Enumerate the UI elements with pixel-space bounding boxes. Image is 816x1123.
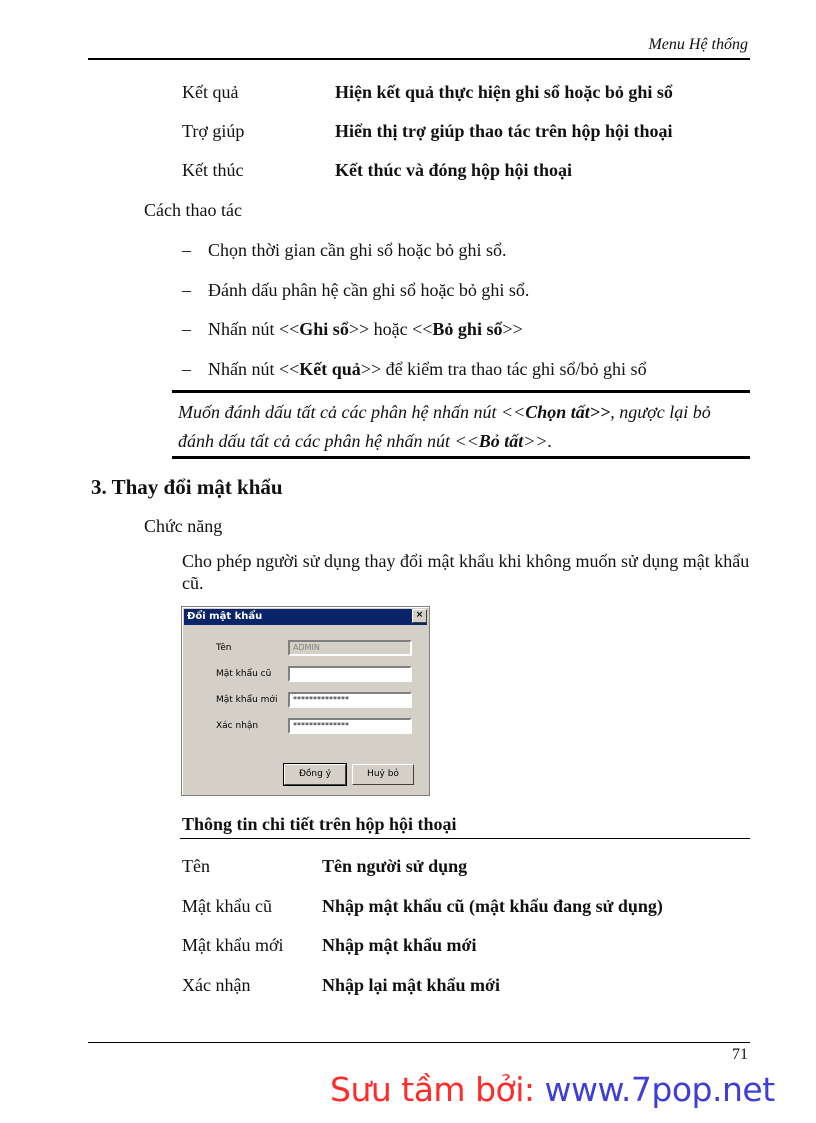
section-subheading: Chức năng: [144, 516, 223, 536]
details-title: Thông tin chi tiết trên hộp hội thoại: [182, 814, 457, 834]
row-label: Tên: [182, 856, 210, 876]
header-rule: [88, 58, 750, 60]
dash-bullet: –: [182, 319, 191, 339]
dash-bullet: –: [182, 240, 191, 260]
text-part: >> để kiểm tra thao tác ghi sổ/bỏ ghi sổ: [360, 359, 647, 379]
old-password-field[interactable]: [288, 666, 412, 682]
row-label: Kết quả: [182, 82, 239, 102]
row-label: Mật khẩu cũ: [182, 896, 272, 916]
note-text: Muốn đánh dấu tất cả các phân hệ nhấn nút <<: [178, 402, 526, 422]
watermark-link[interactable]: www.7pop.net: [544, 1070, 775, 1109]
ok-button[interactable]: Đồng ý: [284, 764, 346, 785]
note-bold: Bỏ tất: [478, 431, 524, 451]
dash-bullet: –: [182, 280, 191, 300]
step-text: Chọn thời gian cần ghi sổ hoặc bỏ ghi sổ.: [208, 240, 507, 260]
step-item: [182, 359, 647, 380]
row-value: Hiển thị trợ giúp thao tác trên hộp hội thoại: [335, 121, 673, 141]
text-part: Nhấn nút <<: [208, 359, 300, 379]
watermark-text: Sưu tầm bởi:: [330, 1070, 545, 1109]
confirm-field[interactable]: **************: [288, 718, 412, 734]
section-description: Cho phép người sử dụng thay đổi mật khẩu khi không muốn sử dụng mật khẩu cũ.: [182, 551, 750, 593]
running-header: Menu Hệ thống: [648, 36, 748, 53]
confirm-label: Xác nhận: [216, 721, 259, 731]
name-field[interactable]: ADMIN: [288, 640, 412, 656]
row-value: Nhập lại mật khẩu mới: [322, 975, 501, 995]
note-bold: Chọn tất>>: [525, 402, 611, 422]
text-bold: Bỏ ghi sổ: [432, 319, 503, 339]
text-part: >>: [502, 319, 523, 339]
step-item: [182, 280, 530, 301]
new-password-field[interactable]: **************: [288, 692, 412, 708]
text-part: Nhấn nút <<: [208, 319, 300, 339]
text-bold: Kết quả: [299, 359, 361, 379]
close-icon[interactable]: ×: [412, 609, 427, 623]
row-label: Trợ giúp: [182, 121, 245, 141]
row-value: Tên người sử dụng: [322, 856, 468, 876]
old-password-label: Mật khẩu cũ: [216, 669, 272, 679]
new-password-label: Mật khẩu mới: [216, 695, 278, 705]
section-title: 3. Thay đổi mật khẩu: [91, 475, 283, 499]
steps-heading: Cách thao tác: [144, 200, 242, 220]
note-box: [178, 398, 750, 456]
row-value: Hiện kết quả thực hiện ghi sổ hoặc bỏ ghi sổ: [335, 82, 673, 102]
note-rule-top: [172, 390, 750, 393]
page-number: 71: [732, 1046, 748, 1063]
footer-rule: [88, 1042, 750, 1043]
step-text: [208, 319, 523, 340]
row-label: Kết thúc: [182, 160, 244, 180]
details-rule: [180, 838, 750, 839]
name-label: Tên: [216, 643, 232, 653]
note-rule-bottom: [172, 456, 750, 459]
step-item: [182, 240, 507, 261]
step-text: [208, 359, 647, 380]
note-text: >>.: [523, 431, 553, 451]
row-value: Kết thúc và đóng hộp hội thoại: [335, 160, 573, 180]
row-value: Nhập mật khẩu cũ (mật khẩu đang sử dụng): [322, 896, 663, 916]
step-text: Đánh dấu phân hệ cần ghi sổ hoặc bỏ ghi sổ.: [208, 280, 530, 300]
text-part: >> hoặc <<: [348, 319, 433, 339]
text-bold: Ghi sổ: [299, 319, 349, 339]
cancel-button[interactable]: Huỷ bỏ: [352, 764, 414, 785]
change-password-dialog: [181, 606, 430, 796]
note-text: , ngược lại bỏ đánh dấu tất cả các phân hệ nhấn nút <<: [178, 402, 711, 451]
watermark: [330, 1070, 775, 1109]
step-item: [182, 319, 523, 340]
dialog-title: Đổi mật khẩu: [184, 609, 427, 625]
row-label: Xác nhận: [182, 975, 251, 995]
row-label: Mật khẩu mới: [182, 935, 284, 955]
row-value: Nhập mật khẩu mới: [322, 935, 477, 955]
dash-bullet: –: [182, 359, 191, 379]
